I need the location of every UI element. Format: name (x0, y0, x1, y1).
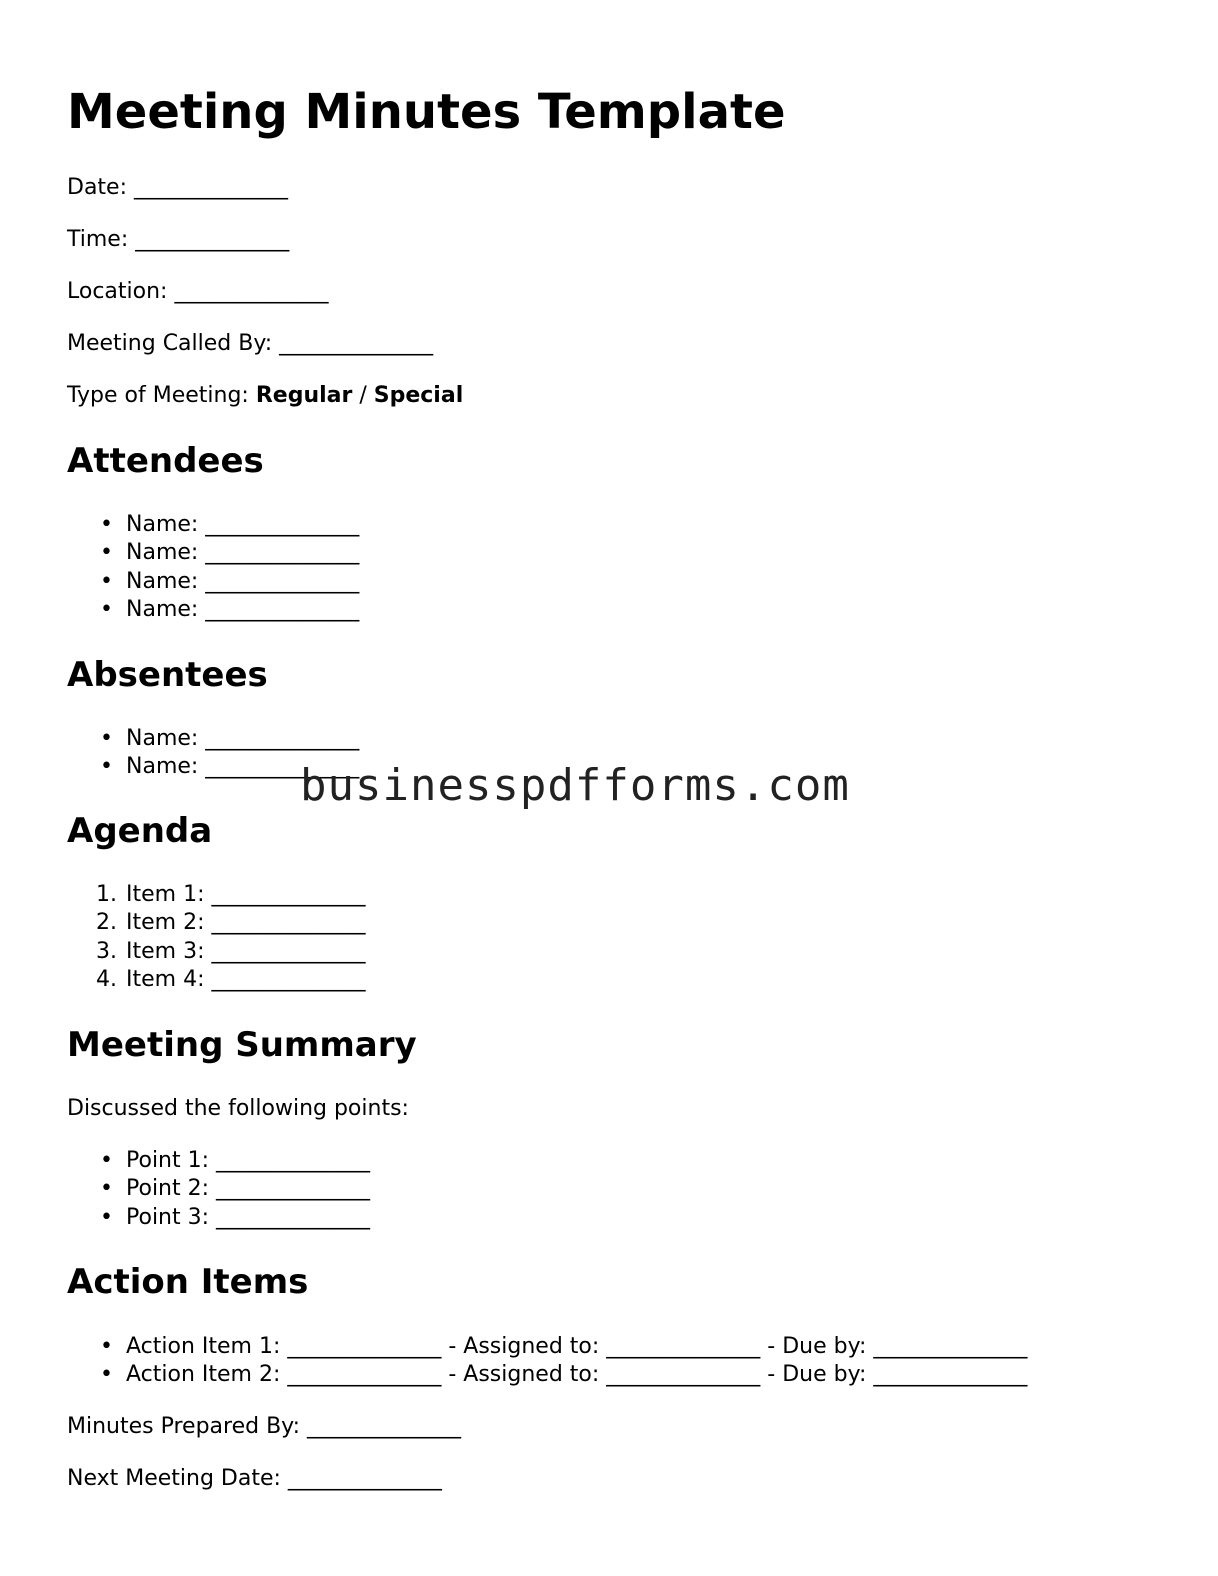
list-item: • Name: ______________ (67, 596, 359, 624)
list-item: • Point 2: ______________ (67, 1175, 370, 1203)
action-items-heading: Action Items (67, 1262, 309, 1302)
absentees-heading: Absentees (67, 655, 268, 695)
list-item: • Name: ______________ (67, 725, 359, 753)
item-number: 4. (96, 967, 117, 993)
called-by-field: Meeting Called By: ______________ (67, 331, 434, 356)
summary-intro: Discussed the following points: (67, 1096, 409, 1121)
location-field: Location: ______________ (67, 279, 329, 304)
agenda-list (67, 881, 365, 995)
prepared-by-field: Minutes Prepared By: ______________ (67, 1414, 461, 1439)
list-item: • Action Item 2: ______________ - Assigned to: ______________ - Due by: ______________ (67, 1361, 1027, 1389)
bullet-icon: • (100, 1362, 113, 1388)
list-item: • Name: ______________ (67, 511, 359, 539)
time-field: Time: ______________ (67, 227, 290, 252)
list-item: 1. Item 1: ______________ (67, 881, 365, 909)
list-item: • Name: ______________ (67, 753, 359, 781)
summary-list (67, 1147, 370, 1232)
item-number: 3. (96, 938, 117, 964)
date-field: Date: ______________ (67, 175, 288, 200)
bullet-icon: • (100, 540, 113, 566)
item-number: 1. (96, 882, 117, 907)
watermark: businesspdfforms.com (300, 760, 850, 811)
bullet-icon: • (100, 568, 113, 594)
meeting-type-label: Type of Meeting: (67, 383, 256, 408)
list-item: 3. Item 3: ______________ (67, 938, 365, 966)
meeting-type-separator: / (352, 383, 374, 408)
meeting-type-regular: Regular (255, 383, 353, 408)
bullet-icon: • (100, 1334, 113, 1359)
next-meeting-field: Next Meeting Date: ______________ (67, 1466, 442, 1491)
list-item: • Point 3: ______________ (67, 1204, 370, 1232)
action-items-list (67, 1333, 1027, 1390)
item-number: 2. (96, 910, 117, 936)
list-item: • Point 1: ______________ (67, 1147, 370, 1175)
attendees-list (67, 511, 359, 625)
bullet-icon: • (100, 1176, 113, 1202)
list-item: • Action Item 1: ______________ - Assigned to: ______________ - Due by: ______________ (67, 1333, 1027, 1361)
bullet-icon: • (100, 1204, 113, 1230)
list-item: 4. Item 4: ______________ (67, 966, 365, 994)
bullet-icon: • (100, 597, 113, 623)
bullet-icon: • (100, 512, 113, 537)
bullet-icon: • (100, 754, 113, 780)
list-item: • Name: ______________ (67, 539, 359, 567)
list-item: 2. Item 2: ______________ (67, 909, 365, 937)
bullet-icon: • (100, 1148, 113, 1173)
agenda-heading: Agenda (67, 811, 213, 851)
meeting-type-field (67, 382, 463, 410)
list-item: • Name: ______________ (67, 568, 359, 596)
meeting-type-special: Special (373, 383, 464, 408)
page-title: Meeting Minutes Template (67, 84, 786, 140)
bullet-icon: • (100, 726, 113, 751)
attendees-heading: Attendees (67, 441, 264, 481)
summary-heading: Meeting Summary (67, 1025, 417, 1065)
